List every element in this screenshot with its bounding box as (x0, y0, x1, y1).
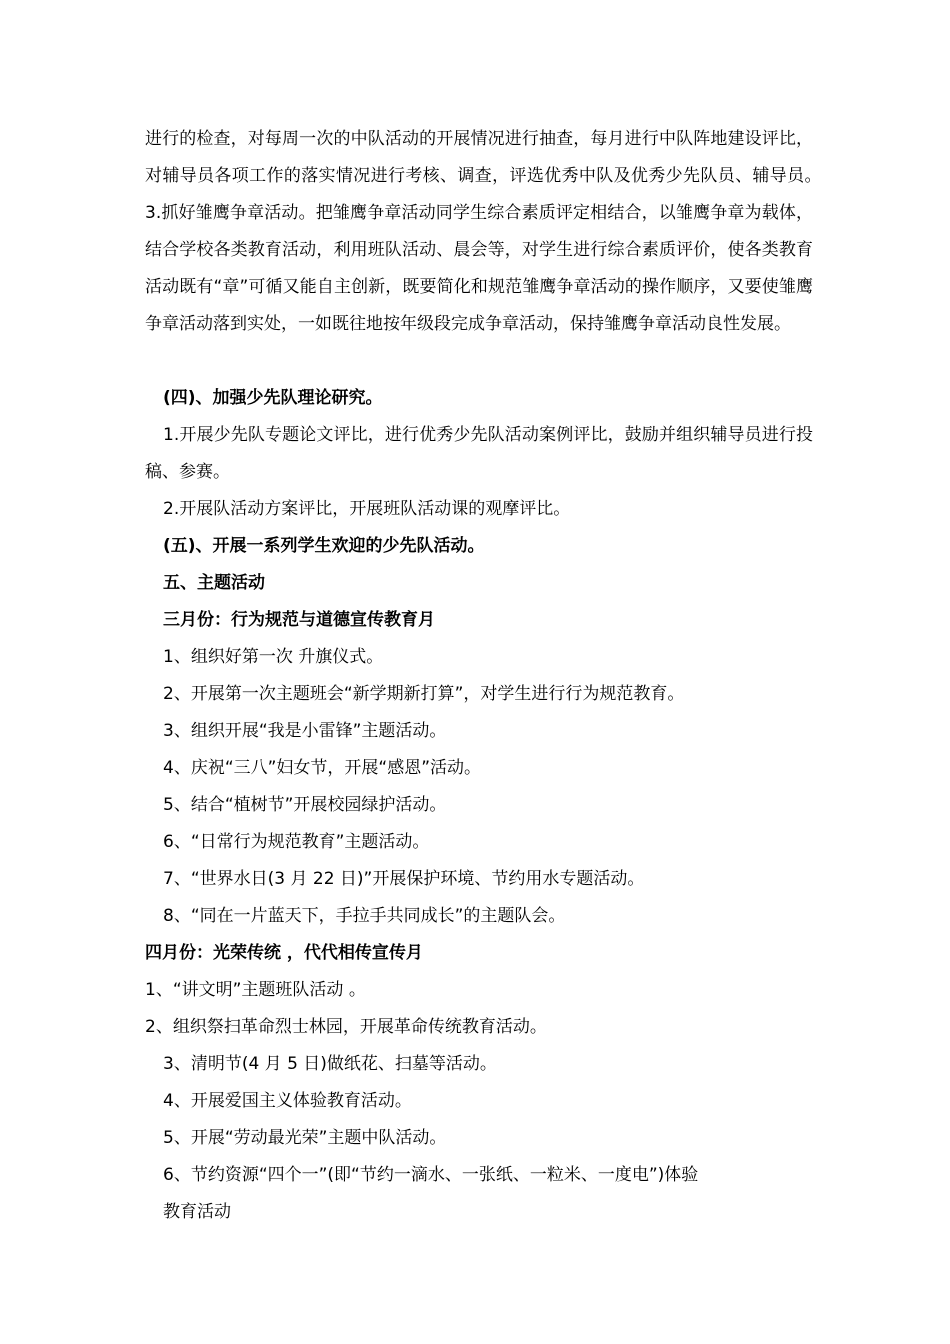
list-item-4-1: 1.开展少先队专题论文评比，进行优秀少先队活动案例评比，鼓励并组织辅导员进行投稿、参赛。 (145, 425, 813, 482)
list-item: 1、组织好第一次 升旗仪式。 (163, 647, 384, 667)
list-item: 1、“讲文明”主题班队活动 。 (145, 980, 366, 1000)
heading-four: (四)、加强少先队理论研究。 (163, 388, 383, 408)
list-item: 5、开展“劳动最光荣”主题中队活动。 (163, 1128, 447, 1148)
april-title: 四月份：光荣传统 ，代代相传宣传月 (145, 943, 423, 963)
list-item: 2、开展第一次主题班会“新学期新打算”，对学生进行行为规范教育。 (163, 684, 685, 704)
section-title-themes: 五、主题活动 (163, 573, 265, 593)
list-item: 8、“同在一片蓝天下，手拉手共同成长”的主题队会。 (163, 906, 566, 926)
list-item: 5、结合“植树节”开展校园绿护活动。 (163, 795, 447, 815)
list-item: 7、“世界水日(3 月 22 日)”开展保护环境、节约用水专题活动。 (163, 869, 645, 889)
list-item-4-2: 2.开展队活动方案评比，开展班队活动课的观摩评比。 (163, 499, 571, 519)
list-item: 2、组织祭扫革命烈士林园，开展革命传统教育活动。 (145, 1017, 547, 1037)
list-item: 6、节约资源“四个一”(即“节约一滴水、一张纸、一粒米、一度电”)体验 (163, 1165, 699, 1185)
list-item: 3、组织开展“我是小雷锋”主题活动。 (163, 721, 447, 741)
list-item: 3、清明节(4 月 5 日)做纸花、扫墓等活动。 (163, 1054, 497, 1074)
list-item: 6、“日常行为规范教育”主题活动。 (163, 832, 430, 852)
list-item-continuation: 教育活动 (163, 1202, 231, 1222)
body-paragraph: 进行的检查，对每周一次的中队活动的开展情况进行抽查，每月进行中队阵地建设评比，对辅导员各项工作的落实情况进行考核、调查，评选优秀中队及优秀少先队员、辅导员。 3.抓好雏鹰争章活动。把雏鹰争章活动同学生综合素质评定相结合，以雏鹰争章为载体，结合学校各类教育活动，利用班队活动、晨会等，对学生进行综合素质评价，使各类教育活动既有“章”可循又能自主创新，既要简化和规范雏鹰争章活动的操作顺序，又要使雏鹰争章活动落到实处，一如既往地按年级段完成争章活动，保持雏鹰争章活动良性发展。 (145, 129, 864, 334)
heading-five: (五)、开展一系列学生欢迎的少先队活动。 (163, 536, 485, 556)
list-item: 4、开展爱国主义体验教育活动。 (163, 1091, 412, 1111)
list-item: 4、庆祝“三八”妇女节，开展“感恩”活动。 (163, 758, 482, 778)
march-title: 三月份：行为规范与道德宣传教育月 (163, 610, 435, 630)
